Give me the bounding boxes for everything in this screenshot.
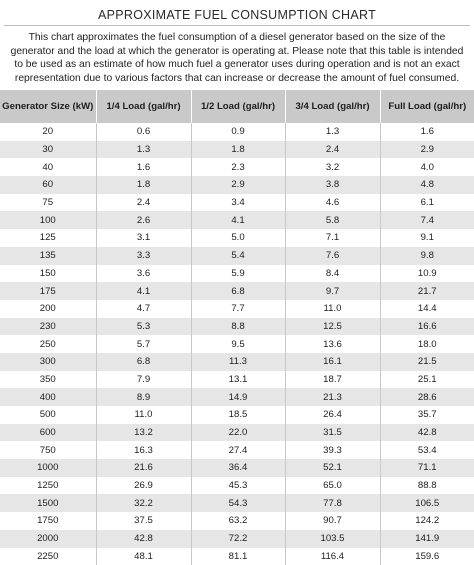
table-row	[0, 158, 474, 176]
cell-three-quarter-load: 103.5	[285, 530, 380, 548]
cell-half-load: 2.3	[191, 158, 285, 176]
cell-generator-size: 60	[0, 176, 96, 194]
cell-half-load: 7.7	[191, 300, 285, 318]
cell-generator-size: 40	[0, 158, 96, 176]
cell-full-load: 42.8	[380, 424, 474, 442]
cell-full-load: 7.4	[380, 211, 474, 229]
cell-full-load: 9.8	[380, 247, 474, 265]
cell-three-quarter-load: 13.6	[285, 335, 380, 353]
cell-three-quarter-load: 90.7	[285, 512, 380, 530]
cell-generator-size: 230	[0, 318, 96, 336]
cell-half-load: 63.2	[191, 512, 285, 530]
cell-full-load: 106.5	[380, 494, 474, 512]
table-row	[0, 424, 474, 442]
cell-full-load: 25.1	[380, 371, 474, 389]
header-quarter-load: 1/4 Load (gal/hr)	[96, 90, 191, 123]
cell-quarter-load: 42.8	[96, 530, 191, 548]
table-row	[0, 441, 474, 459]
cell-full-load: 4.0	[380, 158, 474, 176]
cell-three-quarter-load: 2.4	[285, 141, 380, 159]
cell-quarter-load: 6.8	[96, 353, 191, 371]
cell-three-quarter-load: 52.1	[285, 459, 380, 477]
cell-three-quarter-load: 1.3	[285, 123, 380, 141]
cell-generator-size: 500	[0, 406, 96, 424]
cell-quarter-load: 4.1	[96, 282, 191, 300]
cell-three-quarter-load: 5.8	[285, 211, 380, 229]
table-row	[0, 477, 474, 495]
table-row	[0, 388, 474, 406]
cell-quarter-load: 26.9	[96, 477, 191, 495]
cell-generator-size: 135	[0, 247, 96, 265]
cell-quarter-load: 11.0	[96, 406, 191, 424]
cell-quarter-load: 5.7	[96, 335, 191, 353]
cell-half-load: 1.8	[191, 141, 285, 159]
table-header-row	[0, 90, 474, 123]
header-three-quarter-load: 3/4 Load (gal/hr)	[285, 90, 380, 123]
table-row	[0, 247, 474, 265]
cell-quarter-load: 21.6	[96, 459, 191, 477]
cell-quarter-load: 5.3	[96, 318, 191, 336]
table-row	[0, 548, 474, 565]
cell-three-quarter-load: 12.5	[285, 318, 380, 336]
cell-full-load: 9.1	[380, 229, 474, 247]
cell-generator-size: 150	[0, 265, 96, 283]
cell-three-quarter-load: 9.7	[285, 282, 380, 300]
cell-quarter-load: 7.9	[96, 371, 191, 389]
cell-generator-size: 600	[0, 424, 96, 442]
table-row	[0, 176, 474, 194]
table-row	[0, 512, 474, 530]
table-row	[0, 229, 474, 247]
cell-full-load: 18.0	[380, 335, 474, 353]
table-row	[0, 318, 474, 336]
cell-three-quarter-load: 4.6	[285, 194, 380, 212]
cell-quarter-load: 1.6	[96, 158, 191, 176]
cell-half-load: 27.4	[191, 441, 285, 459]
cell-generator-size: 125	[0, 229, 96, 247]
cell-generator-size: 20	[0, 123, 96, 141]
cell-generator-size: 400	[0, 388, 96, 406]
cell-half-load: 13.1	[191, 371, 285, 389]
cell-full-load: 53.4	[380, 441, 474, 459]
cell-three-quarter-load: 11.0	[285, 300, 380, 318]
cell-generator-size: 300	[0, 353, 96, 371]
page-title: APPROXIMATE FUEL CONSUMPTION CHART	[4, 0, 470, 26]
cell-three-quarter-load: 77.8	[285, 494, 380, 512]
cell-generator-size: 75	[0, 194, 96, 212]
cell-half-load: 5.4	[191, 247, 285, 265]
table-row	[0, 194, 474, 212]
cell-quarter-load: 16.3	[96, 441, 191, 459]
cell-generator-size: 30	[0, 141, 96, 159]
table-row	[0, 141, 474, 159]
table-row	[0, 265, 474, 283]
cell-three-quarter-load: 21.3	[285, 388, 380, 406]
cell-generator-size: 1250	[0, 477, 96, 495]
cell-three-quarter-load: 18.7	[285, 371, 380, 389]
table-row	[0, 335, 474, 353]
cell-full-load: 21.7	[380, 282, 474, 300]
header-full-load: Full Load (gal/hr)	[380, 90, 474, 123]
cell-three-quarter-load: 3.2	[285, 158, 380, 176]
table-row	[0, 371, 474, 389]
cell-full-load: 10.9	[380, 265, 474, 283]
cell-quarter-load: 13.2	[96, 424, 191, 442]
cell-generator-size: 350	[0, 371, 96, 389]
cell-three-quarter-load: 116.4	[285, 548, 380, 565]
header-generator-size: Generator Size (kW)	[0, 90, 96, 123]
cell-full-load: 71.1	[380, 459, 474, 477]
cell-full-load: 141.9	[380, 530, 474, 548]
cell-half-load: 2.9	[191, 176, 285, 194]
cell-full-load: 21.5	[380, 353, 474, 371]
table-row	[0, 353, 474, 371]
cell-full-load: 16.6	[380, 318, 474, 336]
cell-half-load: 8.8	[191, 318, 285, 336]
cell-full-load: 4.8	[380, 176, 474, 194]
cell-generator-size: 200	[0, 300, 96, 318]
cell-full-load: 2.9	[380, 141, 474, 159]
cell-three-quarter-load: 7.6	[285, 247, 380, 265]
cell-full-load: 14.4	[380, 300, 474, 318]
cell-three-quarter-load: 26.4	[285, 406, 380, 424]
cell-full-load: 28.6	[380, 388, 474, 406]
cell-quarter-load: 8.9	[96, 388, 191, 406]
cell-generator-size: 100	[0, 211, 96, 229]
cell-generator-size: 750	[0, 441, 96, 459]
cell-full-load: 124.2	[380, 512, 474, 530]
cell-three-quarter-load: 3.8	[285, 176, 380, 194]
cell-half-load: 36.4	[191, 459, 285, 477]
table-row	[0, 123, 474, 141]
cell-quarter-load: 2.6	[96, 211, 191, 229]
cell-half-load: 22.0	[191, 424, 285, 442]
cell-generator-size: 2000	[0, 530, 96, 548]
table-row	[0, 494, 474, 512]
cell-half-load: 6.8	[191, 282, 285, 300]
cell-generator-size: 2250	[0, 548, 96, 565]
table-row	[0, 300, 474, 318]
cell-quarter-load: 32.2	[96, 494, 191, 512]
cell-quarter-load: 3.6	[96, 265, 191, 283]
cell-quarter-load: 3.1	[96, 229, 191, 247]
cell-half-load: 5.0	[191, 229, 285, 247]
cell-quarter-load: 1.3	[96, 141, 191, 159]
table-row	[0, 211, 474, 229]
table-row	[0, 406, 474, 424]
cell-full-load: 35.7	[380, 406, 474, 424]
cell-generator-size: 1750	[0, 512, 96, 530]
cell-generator-size: 1000	[0, 459, 96, 477]
cell-half-load: 81.1	[191, 548, 285, 565]
cell-generator-size: 1500	[0, 494, 96, 512]
table-body	[0, 123, 474, 565]
table-row	[0, 530, 474, 548]
cell-quarter-load: 4.7	[96, 300, 191, 318]
cell-quarter-load: 3.3	[96, 247, 191, 265]
cell-half-load: 72.2	[191, 530, 285, 548]
cell-half-load: 9.5	[191, 335, 285, 353]
cell-quarter-load: 37.5	[96, 512, 191, 530]
cell-quarter-load: 0.6	[96, 123, 191, 141]
cell-half-load: 54.3	[191, 494, 285, 512]
cell-full-load: 1.6	[380, 123, 474, 141]
cell-half-load: 0.9	[191, 123, 285, 141]
cell-three-quarter-load: 31.5	[285, 424, 380, 442]
cell-quarter-load: 48.1	[96, 548, 191, 565]
cell-three-quarter-load: 7.1	[285, 229, 380, 247]
table-row	[0, 282, 474, 300]
table-row	[0, 459, 474, 477]
cell-quarter-load: 1.8	[96, 176, 191, 194]
cell-half-load: 45.3	[191, 477, 285, 495]
cell-half-load: 18.5	[191, 406, 285, 424]
cell-half-load: 14.9	[191, 388, 285, 406]
cell-three-quarter-load: 16.1	[285, 353, 380, 371]
cell-quarter-load: 2.4	[96, 194, 191, 212]
header-half-load: 1/2 Load (gal/hr)	[191, 90, 285, 123]
cell-half-load: 4.1	[191, 211, 285, 229]
cell-half-load: 3.4	[191, 194, 285, 212]
intro-paragraph: This chart approximates the fuel consumption of a diesel generator based on the size of the generator and the load at which the generator is operating at. Please note that this table is intended to be used as an estimate of how much fuel a generator uses during operation and is not an exact representation due to various factors that can increase or decrease the amount of fuel consumed.	[0, 26, 474, 88]
cell-generator-size: 250	[0, 335, 96, 353]
cell-generator-size: 175	[0, 282, 96, 300]
cell-three-quarter-load: 39.3	[285, 441, 380, 459]
cell-full-load: 88.8	[380, 477, 474, 495]
cell-full-load: 159.6	[380, 548, 474, 565]
fuel-consumption-table	[0, 90, 474, 565]
cell-full-load: 6.1	[380, 194, 474, 212]
cell-half-load: 5.9	[191, 265, 285, 283]
cell-half-load: 11.3	[191, 353, 285, 371]
cell-three-quarter-load: 8.4	[285, 265, 380, 283]
cell-three-quarter-load: 65.0	[285, 477, 380, 495]
